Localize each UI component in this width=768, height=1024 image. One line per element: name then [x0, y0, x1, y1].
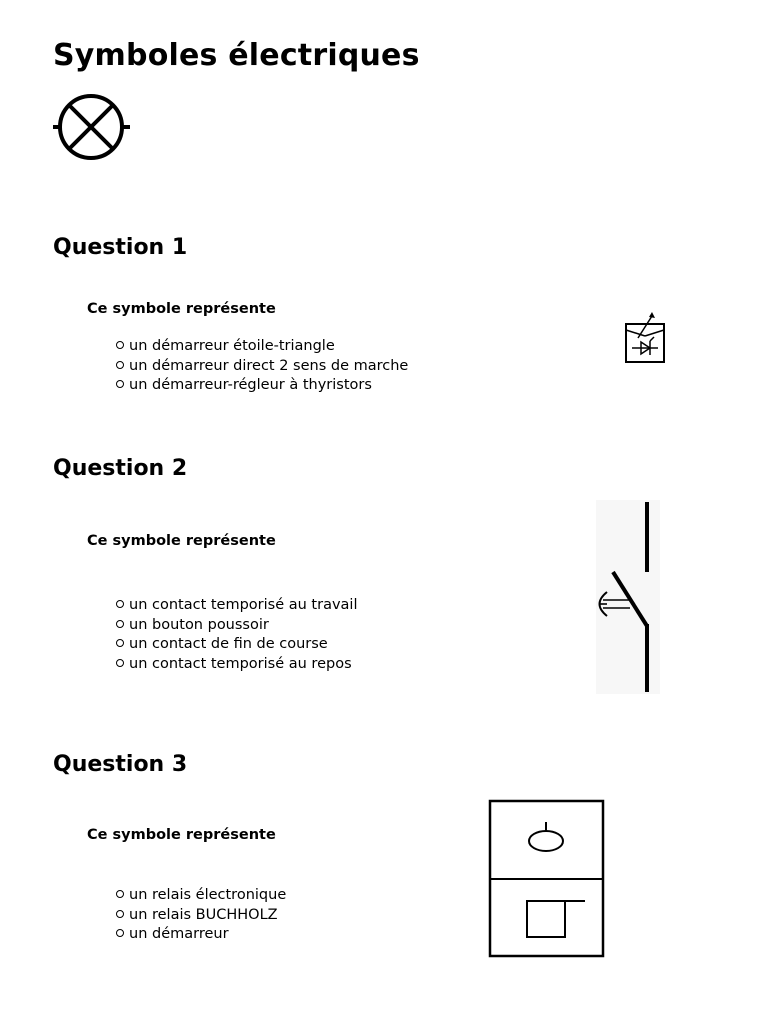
- answer-options: [116, 337, 408, 396]
- answer-options: [116, 886, 286, 945]
- answer-option-label: un démarreur: [129, 926, 229, 942]
- answer-option-label: un démarreur-régleur à thyristors: [129, 377, 372, 393]
- question-prompt: Ce symbole représente: [87, 301, 276, 317]
- answer-option[interactable]: [116, 886, 286, 906]
- buchholz-relay-icon: [486, 797, 608, 961]
- radio-icon[interactable]: [116, 659, 124, 667]
- question-heading: Question 1: [53, 235, 188, 260]
- push-button-contact-icon: [590, 500, 660, 694]
- answer-option-label: un relais électronique: [129, 887, 287, 903]
- question-prompt: Ce symbole représente: [87, 533, 276, 549]
- radio-icon[interactable]: [116, 620, 124, 628]
- answer-option-label: un relais BUCHHOLZ: [129, 906, 278, 923]
- answer-option-label: un démarreur étoile-triangle: [129, 338, 335, 354]
- thyristor-starter-icon: [622, 306, 668, 366]
- radio-icon[interactable]: [116, 890, 124, 898]
- lamp-icon: [52, 92, 134, 164]
- page-title: Symboles électriques: [53, 38, 420, 73]
- answer-option[interactable]: [116, 635, 357, 655]
- answer-option-label: un démarreur direct 2 sens de marche: [129, 357, 409, 374]
- answer-option[interactable]: [116, 376, 408, 396]
- radio-icon[interactable]: [116, 929, 124, 937]
- radio-icon[interactable]: [116, 380, 124, 388]
- answer-option[interactable]: [116, 925, 286, 945]
- radio-icon[interactable]: [116, 639, 124, 647]
- radio-icon[interactable]: [116, 341, 124, 349]
- answer-option-label: un bouton poussoir: [129, 616, 269, 633]
- answer-option[interactable]: [116, 655, 357, 675]
- answer-option[interactable]: [116, 357, 408, 377]
- answer-options: [116, 596, 357, 674]
- question-heading: Question 2: [53, 456, 188, 481]
- answer-option[interactable]: [116, 616, 357, 636]
- answer-option[interactable]: [116, 596, 357, 616]
- radio-icon[interactable]: [116, 600, 124, 608]
- answer-option-label: un contact de fin de course: [129, 636, 328, 652]
- question-prompt: Ce symbole représente: [87, 827, 276, 843]
- radio-icon[interactable]: [116, 361, 124, 369]
- answer-option-label: un contact temporisé au repos: [129, 655, 352, 672]
- answer-option[interactable]: [116, 906, 286, 926]
- question-heading: Question 3: [53, 752, 188, 777]
- answer-option-label: un contact temporisé au travail: [129, 597, 358, 613]
- answer-option[interactable]: [116, 337, 408, 357]
- radio-icon[interactable]: [116, 910, 124, 918]
